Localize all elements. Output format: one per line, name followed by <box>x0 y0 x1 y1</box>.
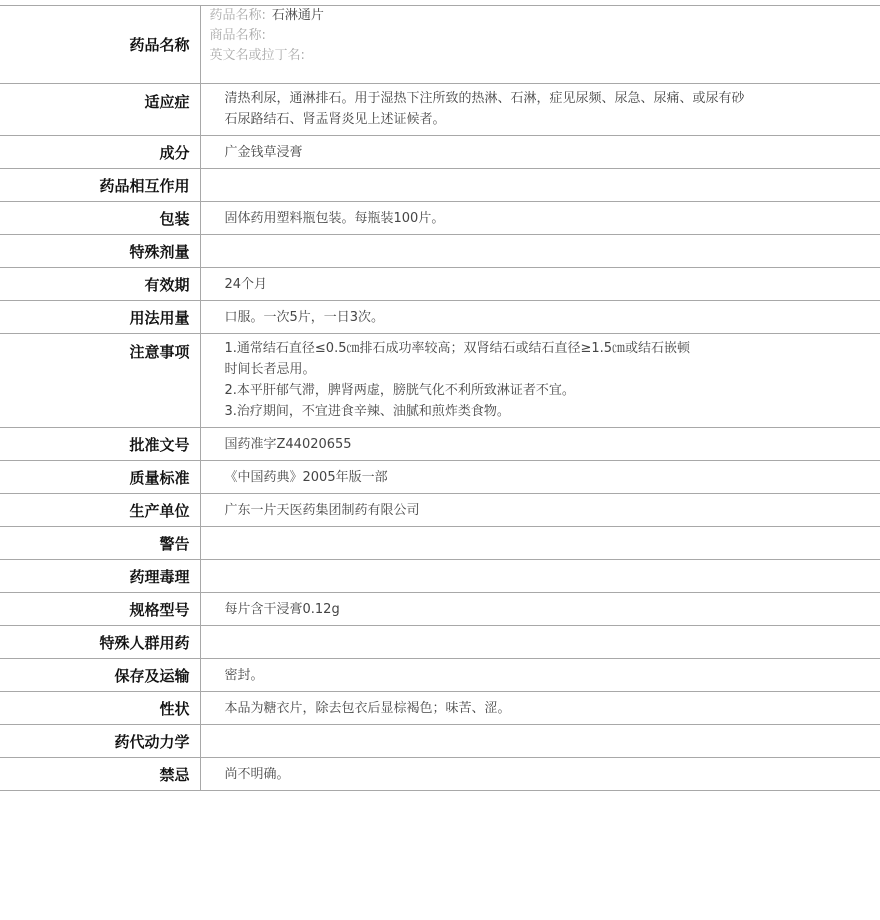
row-value-line: 广东一片天医药集团制药有限公司 <box>224 502 420 518</box>
table-row <box>0 725 880 758</box>
row-value-line: 本品为糖衣片，除去包衣后显棕褐色；味苦、涩。 <box>224 700 511 716</box>
table-row <box>0 202 880 235</box>
row-label: 注意事项 <box>0 334 200 428</box>
table-row <box>0 84 880 136</box>
row-value <box>200 659 880 692</box>
table-row <box>0 692 880 725</box>
row-value <box>200 334 880 428</box>
row-label: 性状 <box>0 692 200 725</box>
table-row <box>0 169 880 202</box>
row-value <box>200 758 880 791</box>
row-label: 药理毒理 <box>0 560 200 593</box>
row-value <box>200 301 880 334</box>
row-value <box>200 725 880 758</box>
row-label: 质量标准 <box>0 461 200 494</box>
drug-name-cell <box>200 6 880 84</box>
row-label: 包装 <box>0 202 200 235</box>
generic-name-value: 石淋通片 <box>271 8 324 23</box>
row-label: 禁忌 <box>0 758 200 791</box>
row-value <box>200 494 880 527</box>
row-label: 规格型号 <box>0 593 200 626</box>
row-value <box>200 593 880 626</box>
row-value <box>200 626 880 659</box>
row-value <box>200 169 880 202</box>
row-label: 药品相互作用 <box>0 169 200 202</box>
table-row <box>0 593 880 626</box>
table-row <box>0 758 880 791</box>
row-value-line: 2.本平肝郁气滞，脾肾两虚，膀胱气化不利所致淋证者不宜。 <box>224 383 575 398</box>
row-label: 适应症 <box>0 84 200 136</box>
row-value-line: 24个月 <box>224 276 268 292</box>
table-row <box>0 461 880 494</box>
row-value-line: 清热利尿，通淋排石。用于湿热下注所致的热淋、石淋，症见尿频、尿急、尿痛、或尿有砂 <box>224 91 745 106</box>
row-value <box>200 136 880 169</box>
row-value <box>200 268 880 301</box>
table-row-drug-name <box>0 6 880 84</box>
row-label: 保存及运输 <box>0 659 200 692</box>
generic-name-line <box>210 6 880 26</box>
table-row <box>0 659 880 692</box>
row-value-line: 每片含干浸膏0.12g <box>224 601 340 617</box>
trade-name-key: 商品名称: <box>209 28 266 43</box>
row-value-line: 《中国药典》2005年版一部 <box>224 469 388 485</box>
row-value <box>200 235 880 268</box>
row-value <box>200 428 880 461</box>
row-label: 药代动力学 <box>0 725 200 758</box>
trade-name-line <box>210 26 880 46</box>
row-value-line: 密封。 <box>224 667 264 683</box>
table-row <box>0 494 880 527</box>
english-name-line <box>210 46 880 66</box>
row-value-line: 1.通常结石直径≤0.5㎝排石成功率较高；双肾结石或结石直径≥1.5㎝或结石嵌顿 <box>224 341 691 356</box>
table-row <box>0 626 880 659</box>
table-row <box>0 428 880 461</box>
row-value-line: 广金钱草浸膏 <box>224 144 303 160</box>
row-value <box>200 692 880 725</box>
table-row <box>0 560 880 593</box>
row-value-line: 3.治疗期间，不宜进食辛辣、油腻和煎炸类食物。 <box>224 404 510 419</box>
row-label: 成分 <box>0 136 200 169</box>
table-row <box>0 235 880 268</box>
row-value-line: 固体药用塑料瓶包装。每瓶装100片。 <box>224 210 445 226</box>
row-label: 药品名称 <box>0 6 200 84</box>
row-value-line: 口服。一次5片，一日3次。 <box>224 309 385 325</box>
row-label: 用法用量 <box>0 301 200 334</box>
row-value <box>200 84 880 136</box>
table-row <box>0 334 880 428</box>
generic-name-key: 药品名称: <box>209 8 266 23</box>
row-label: 有效期 <box>0 268 200 301</box>
row-label: 生产单位 <box>0 494 200 527</box>
row-label: 批准文号 <box>0 428 200 461</box>
row-value <box>200 527 880 560</box>
row-label: 警告 <box>0 527 200 560</box>
row-value-line: 尚不明确。 <box>224 766 290 782</box>
english-name-key: 英文名或拉丁名: <box>209 48 305 63</box>
table-row <box>0 301 880 334</box>
table-row <box>0 268 880 301</box>
drug-info-table <box>0 5 880 791</box>
row-value <box>200 202 880 235</box>
row-value <box>200 461 880 494</box>
row-value <box>200 560 880 593</box>
row-label: 特殊剂量 <box>0 235 200 268</box>
row-value-line: 国药准字Z44020655 <box>224 436 352 452</box>
row-value-line: 时间长者忌用。 <box>224 362 316 377</box>
table-row <box>0 527 880 560</box>
row-value-line: 石尿路结石、肾盂肾炎见上述证候者。 <box>224 112 446 127</box>
table-row <box>0 136 880 169</box>
row-label: 特殊人群用药 <box>0 626 200 659</box>
